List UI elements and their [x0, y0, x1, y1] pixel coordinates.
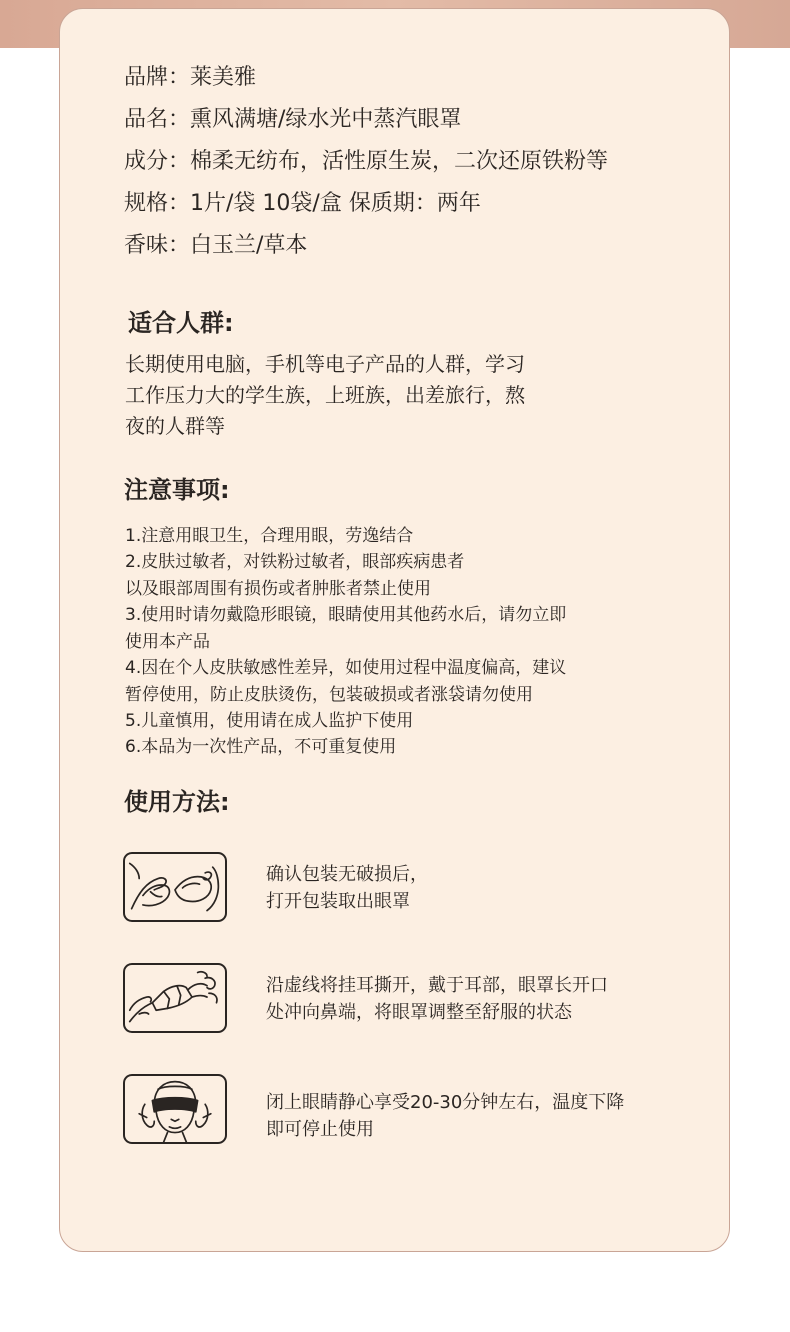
- spec-scent: [124, 231, 307, 261]
- note-line: 4.因在个人皮肤敏感性差异，如使用过程中温度偏高，建议: [125, 658, 567, 678]
- spec-key: 品名：: [124, 107, 191, 132]
- spec-brand: [124, 63, 256, 93]
- spec-value: 棉柔无纺布，活性原生炭，二次还原铁粉等: [190, 149, 609, 174]
- note-line: 5.儿童慎用，使用请在成人监护下使用: [125, 711, 414, 731]
- spec-value: 莱美雅: [190, 65, 257, 90]
- note-line: 暂停使用，防止皮肤烫伤，包装破损或者涨袋请勿使用: [125, 685, 533, 705]
- step-2-line: 沿虚线将挂耳撕开，戴于耳部，眼罩长开口: [266, 975, 608, 996]
- notes-heading: 注意事项:: [124, 476, 230, 504]
- note-line: 3.使用时请勿戴隐形眼镜，眼睛使用其他药水后，请勿立即: [125, 605, 567, 625]
- wear-eye-mask-icon: [123, 1074, 227, 1144]
- step-1-line: 确认包装无破损后，: [266, 864, 428, 885]
- note-line: 2.皮肤过敏者，对铁粉过敏者，眼部疾病患者: [125, 552, 465, 572]
- audience-line: 工作压力大的学生族，上班族，出差旅行，熬: [125, 383, 525, 407]
- spec-ingredients: [124, 147, 608, 177]
- note-line: 6.本品为一次性产品，不可重复使用: [125, 737, 397, 757]
- spec-key: 香味：: [124, 233, 191, 258]
- usage-heading: 使用方法:: [124, 788, 230, 816]
- spec-specification: [124, 189, 481, 219]
- note-line: 1.注意用眼卫生，合理用眼，劳逸结合: [125, 526, 414, 546]
- note-line: 以及眼部周围有损伤或者肿胀者禁止使用: [125, 579, 431, 599]
- note-line: 使用本产品: [125, 632, 210, 652]
- step-2-line: 处冲向鼻端，将眼罩调整至舒服的状态: [266, 1002, 572, 1023]
- spec-product-name: [124, 105, 461, 135]
- spec-key: 规格：: [124, 191, 191, 216]
- audience-heading: 适合人群:: [128, 309, 234, 337]
- spec-value: 1片/袋 10袋/盒 保质期：两年: [190, 191, 481, 216]
- spec-value: 熏风满塘/绿水光中蒸汽眼罩: [190, 107, 462, 132]
- step-3-line: 即可停止使用: [266, 1119, 374, 1140]
- audience-line: 夜的人群等: [125, 414, 225, 438]
- step-3-line: 闭上眼睛静心享受20-30分钟左右，温度下降: [266, 1092, 625, 1113]
- audience-line: 长期使用电脑，手机等电子产品的人群，学习: [125, 352, 525, 376]
- open-package-icon: [123, 852, 227, 922]
- spec-key: 品牌：: [124, 65, 191, 90]
- spec-key: 成分：: [124, 149, 191, 174]
- spec-value: 白玉兰/草本: [190, 233, 308, 258]
- step-1-line: 打开包装取出眼罩: [266, 891, 410, 912]
- tear-ear-loop-icon: [123, 963, 227, 1033]
